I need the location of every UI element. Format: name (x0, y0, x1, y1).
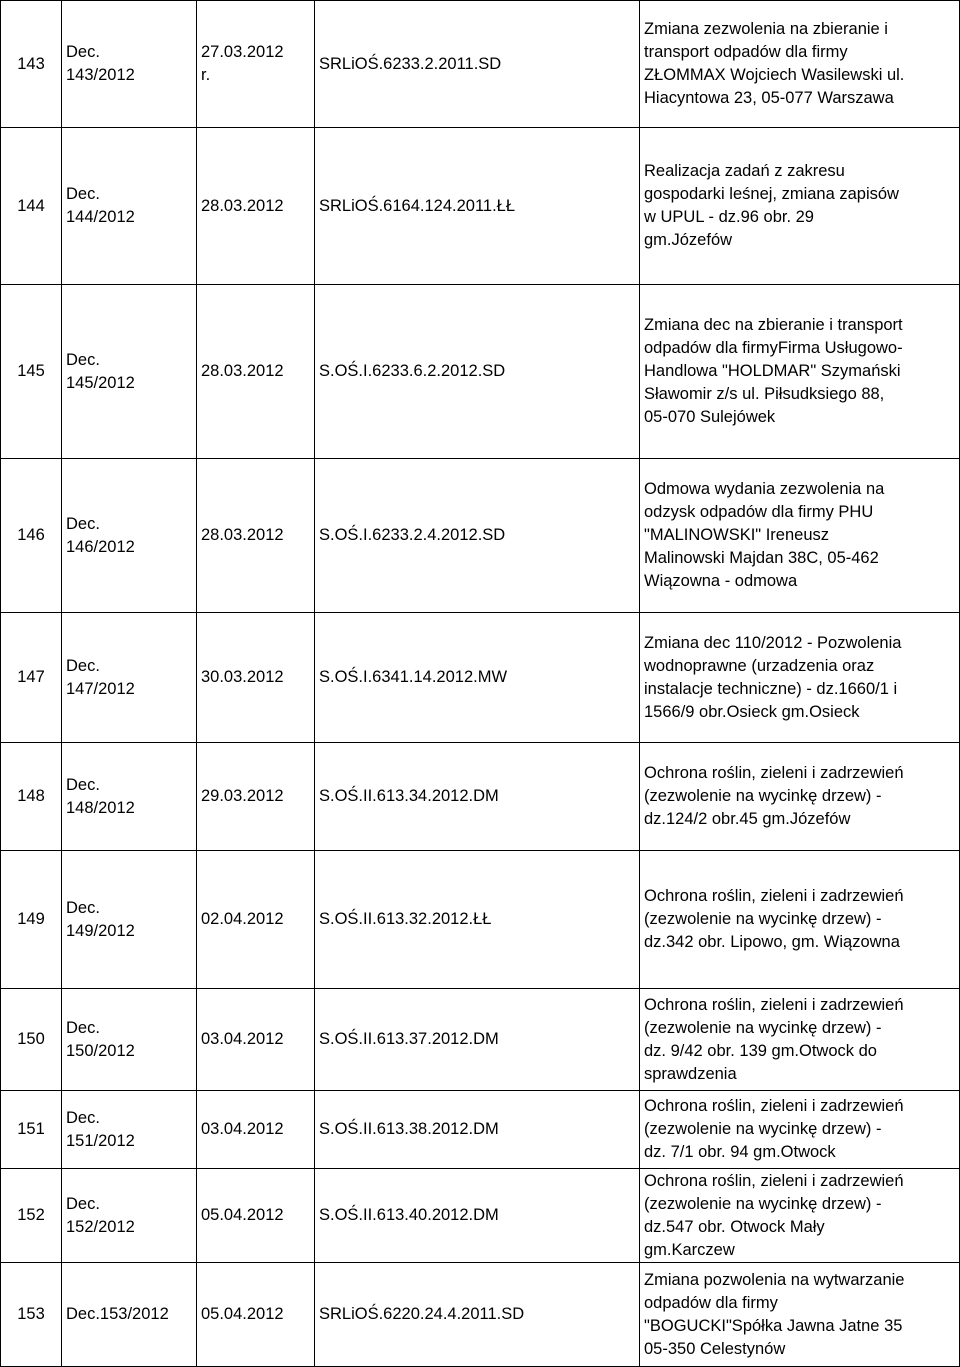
decision-date: 03.04.2012 (197, 989, 315, 1091)
row-number: 146 (1, 459, 62, 613)
row-number: 144 (1, 128, 62, 285)
decision-description: Zmiana zezwolenia na zbieranie i transport odpadów dla firmy ZŁOMMAX Wojciech Wasilewski ul. Hiacyntowa 23, 05-077 Warszawa (640, 1, 960, 128)
decisions-table-body (1, 1, 960, 1367)
row-number: 150 (1, 989, 62, 1091)
table-row (1, 851, 960, 989)
decision-description: Zmiana dec 110/2012 - Pozwolenia wodnoprawne (urzadzenia oraz instalacje techniczne) - dz.1660/1 i 1566/9 obr.Osieck gm.Osieck (640, 613, 960, 743)
decision-number: Dec. 148/2012 (62, 743, 197, 851)
decision-number: Dec. 152/2012 (62, 1169, 197, 1263)
decision-date: 27.03.2012 r. (197, 1, 315, 128)
table-row (1, 128, 960, 285)
row-number: 152 (1, 1169, 62, 1263)
case-signature: S.OŚ.I.6233.2.4.2012.SD (315, 459, 640, 613)
table-row (1, 1091, 960, 1169)
decision-date: 29.03.2012 (197, 743, 315, 851)
row-number: 151 (1, 1091, 62, 1169)
decision-date: 30.03.2012 (197, 613, 315, 743)
decision-number: Dec. 151/2012 (62, 1091, 197, 1169)
row-number: 153 (1, 1263, 62, 1367)
decision-number: Dec. 147/2012 (62, 613, 197, 743)
decision-description: Ochrona roślin, zieleni i zadrzewień (zezwolenie na wycinkę drzew) - dz. 9/42 obr. 139 gm.Otwock do sprawdzenia (640, 989, 960, 1091)
decision-description: Odmowa wydania zezwolenia na odzysk odpadów dla firmy PHU "MALINOWSKI" Ireneusz Malinowski Majdan 38C, 05-462 Wiązowna - odmowa (640, 459, 960, 613)
row-number: 145 (1, 285, 62, 459)
table-row (1, 1263, 960, 1367)
case-signature: S.OŚ.II.613.34.2012.DM (315, 743, 640, 851)
decision-number: Dec. 149/2012 (62, 851, 197, 989)
case-signature: S.OŚ.II.613.40.2012.DM (315, 1169, 640, 1263)
row-number: 149 (1, 851, 62, 989)
row-number: 143 (1, 1, 62, 128)
decision-date: 28.03.2012 (197, 285, 315, 459)
decision-date: 03.04.2012 (197, 1091, 315, 1169)
table-row (1, 459, 960, 613)
decision-date: 05.04.2012 (197, 1263, 315, 1367)
row-number: 148 (1, 743, 62, 851)
case-signature: S.OŚ.II.613.32.2012.ŁŁ (315, 851, 640, 989)
decision-date: 02.04.2012 (197, 851, 315, 989)
decision-number: Dec. 143/2012 (62, 1, 197, 128)
table-row (1, 285, 960, 459)
decision-date: 05.04.2012 (197, 1169, 315, 1263)
decision-description: Ochrona roślin, zieleni i zadrzewień (zezwolenie na wycinkę drzew) - dz.547 obr. Otwock Mały gm.Karczew (640, 1169, 960, 1263)
table-row (1, 989, 960, 1091)
case-signature: S.OŚ.I.6233.6.2.2012.SD (315, 285, 640, 459)
decision-date: 28.03.2012 (197, 128, 315, 285)
decision-number: Dec. 150/2012 (62, 989, 197, 1091)
case-signature: SRLiOŚ.6164.124.2011.ŁŁ (315, 128, 640, 285)
case-signature: S.OŚ.II.613.38.2012.DM (315, 1091, 640, 1169)
decision-description: Ochrona roślin, zieleni i zadrzewień (zezwolenie na wycinkę drzew) - dz.124/2 obr.45 gm.Józefów (640, 743, 960, 851)
decision-number: Dec. 146/2012 (62, 459, 197, 613)
decision-number: Dec. 145/2012 (62, 285, 197, 459)
row-number: 147 (1, 613, 62, 743)
decision-description: Zmiana pozwolenia na wytwarzanie odpadów dla firmy "BOGUCKI"Spółka Jawna Jatne 35 05-350 Celestynów (640, 1263, 960, 1367)
decision-date: 28.03.2012 (197, 459, 315, 613)
decision-description: Realizacja zadań z zakresu gospodarki leśnej, zmiana zapisów w UPUL - dz.96 obr. 29 gm.Józefów (640, 128, 960, 285)
case-signature: SRLiOŚ.6233.2.2011.SD (315, 1, 640, 128)
decision-description: Ochrona roślin, zieleni i zadrzewień (zezwolenie na wycinkę drzew) - dz.342 obr. Lipowo, gm. Wiązowna (640, 851, 960, 989)
case-signature: S.OŚ.I.6341.14.2012.MW (315, 613, 640, 743)
table-row (1, 1, 960, 128)
decision-description: Zmiana dec na zbieranie i transport odpadów dla firmyFirma Usługowo- Handlowa "HOLDMAR" Szymański Sławomir z/s ul. Piłsudksiego 88, 05-070 Sulejówek (640, 285, 960, 459)
table-row (1, 613, 960, 743)
table-row (1, 743, 960, 851)
decision-number: Dec. 144/2012 (62, 128, 197, 285)
case-signature: S.OŚ.II.613.37.2012.DM (315, 989, 640, 1091)
decision-description: Ochrona roślin, zieleni i zadrzewień (zezwolenie na wycinkę drzew) - dz. 7/1 obr. 94 gm.Otwock (640, 1091, 960, 1169)
table-row (1, 1169, 960, 1263)
case-signature: SRLiOŚ.6220.24.4.2011.SD (315, 1263, 640, 1367)
decision-number: Dec.153/2012 (62, 1263, 197, 1367)
